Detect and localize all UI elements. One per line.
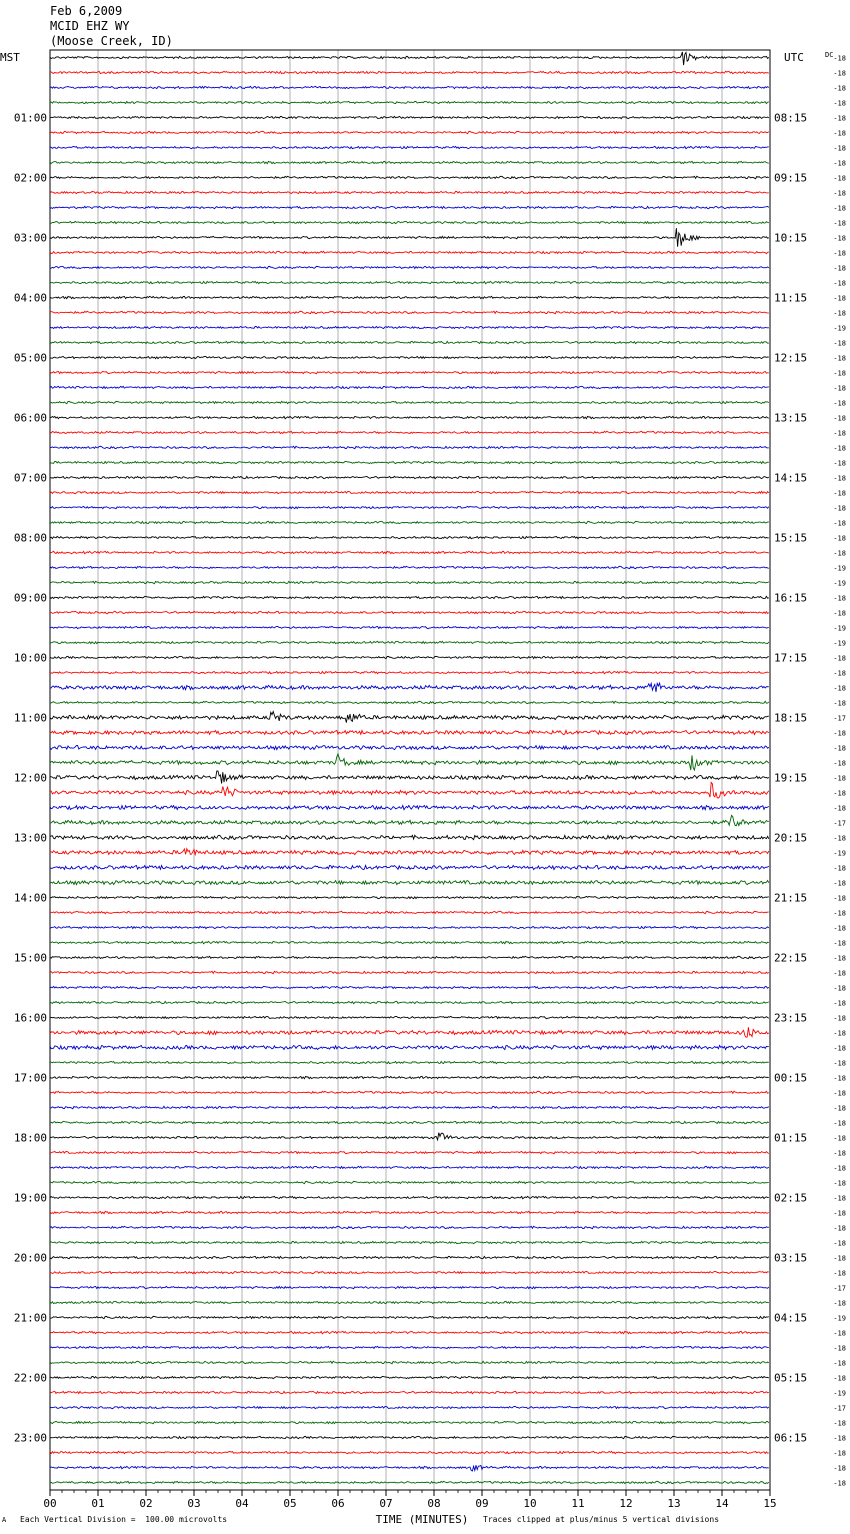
dc-offset-label: -18 [833,1089,846,1098]
dc-offset-label: -19 [833,564,846,573]
dc-offset-label: -18 [833,1479,846,1488]
trace-row-20 [50,356,769,358]
dc-offset-label: -18 [833,399,846,408]
dc-offset-label: -18 [833,129,846,138]
trace-row-2 [50,86,769,88]
trace-row-21 [50,371,769,373]
right-hour-label: 17:15 [774,651,808,665]
trace-row-51 [50,815,769,825]
clip-note: Traces clipped at plus/minus 5 vertical divisions [483,1515,720,1524]
dc-offset-label: -18 [833,1074,846,1083]
right-hour-label: 21:15 [774,891,808,905]
trace-row-6 [50,146,769,148]
trace-row-46 [50,746,769,750]
left-hour-label: 23:00 [13,1431,47,1445]
dc-offset-label: -18 [833,909,846,918]
dc-offset-label: -18 [833,879,846,888]
x-tick-label: 05 [283,1497,297,1510]
dc-offset-label: -18 [833,654,846,663]
dc-offset-label: -18 [833,219,846,228]
trace-row-77 [50,1211,769,1213]
x-tick-label: 02 [139,1497,153,1510]
x-tick-label: 11 [571,1497,585,1510]
trace-row-47 [50,754,769,770]
trace-row-19 [50,341,769,343]
dc-offset-label: -18 [833,669,846,678]
dc-offset-label: -18 [833,189,846,198]
right-hour-label: 16:15 [774,591,808,605]
dc-offset-label: -19 [833,849,846,858]
dc-offset-label: -18 [833,309,846,318]
trace-row-53 [50,849,769,855]
trace-row-11 [50,221,769,223]
dc-offset-label: -18 [833,69,846,78]
left-hour-label: 16:00 [13,1011,47,1025]
dc-offset-label: -18 [833,609,846,618]
trace-row-79 [50,1241,769,1243]
trace-row-68 [50,1076,769,1078]
dc-offset-label: -18 [833,864,846,873]
trace-row-42 [50,683,769,692]
dc-offset-label: -18 [833,294,846,303]
dc-offset-label: -19 [833,624,846,633]
dc-offset-label: -18 [833,804,846,813]
right-hour-label: 14:15 [774,471,808,485]
trace-row-86 [50,1346,769,1348]
trace-row-95 [50,1481,769,1483]
trace-row-35 [50,581,769,583]
right-hour-label: 20:15 [774,831,808,845]
dc-offset-label: -18 [833,1119,846,1128]
dc-offset-label: -18 [833,1329,846,1338]
dc-offset-label: -18 [833,339,846,348]
dc-offset-label: -18 [833,54,846,63]
dc-offset-label: -18 [833,684,846,693]
trace-row-65 [50,1027,769,1037]
dc-offset-label: -18 [833,1044,846,1053]
trace-row-70 [50,1106,769,1108]
trace-row-0 [50,52,769,65]
left-hour-label: 02:00 [13,171,47,185]
record-date: Feb 6,2009 [50,4,123,18]
trace-row-4 [50,116,769,118]
trace-row-75 [50,1181,769,1183]
trace-row-80 [50,1256,769,1258]
dc-offset-label: -18 [833,924,846,933]
right-hour-label: 03:15 [774,1251,808,1265]
dc-offset-label: -18 [833,1104,846,1113]
scale-note: Each Vertical Division = 100.00 microvolts [20,1515,228,1524]
trace-row-61 [50,971,769,973]
dc-offset-label: -17 [833,1284,846,1293]
trace-row-92 [50,1436,769,1438]
x-tick-label: 07 [379,1497,393,1510]
trace-row-5 [50,131,769,133]
dc-offset-label: -18 [833,489,846,498]
dc-offset-label: -18 [833,1464,846,1473]
trace-row-25 [50,431,769,433]
dc-offset-label: -19 [833,324,846,333]
trace-row-71 [50,1121,769,1123]
trace-row-87 [50,1361,769,1363]
footer-marker: A [2,1516,7,1524]
x-tick-label: 06 [331,1497,345,1510]
trace-row-91 [50,1421,769,1423]
right-hour-label: 19:15 [774,771,808,785]
dc-offset-label: -18 [833,249,846,258]
trace-row-30 [50,506,769,508]
trace-row-82 [50,1286,769,1288]
dc-offset-label: -18 [833,444,846,453]
dc-offset-label: -18 [833,1014,846,1023]
trace-row-60 [50,956,769,958]
left-hour-label: 22:00 [13,1371,47,1385]
right-hour-label: 22:15 [774,951,808,965]
dc-offset-label: -18 [833,354,846,363]
left-hour-label: 15:00 [13,951,47,965]
dc-offset-label: -18 [833,1239,846,1248]
trace-row-64 [50,1016,769,1018]
dc-offset-label: -18 [833,279,846,288]
dc-offset-label: -18 [833,1134,846,1143]
trace-row-10 [50,206,769,208]
trace-row-28 [50,476,769,478]
left-hour-label: 12:00 [13,771,47,785]
dc-offset-label: -18 [833,1374,846,1383]
trace-row-93 [50,1451,769,1453]
dc-offset-label: -18 [833,1449,846,1458]
dc-offset-label: -18 [833,1224,846,1233]
dc-offset-label: -18 [833,1269,846,1278]
dc-offset-label: -18 [833,1344,846,1353]
right-hour-label: 12:15 [774,351,808,365]
dc-offset-label: -18 [833,789,846,798]
left-hour-label: 09:00 [13,591,47,605]
x-tick-label: 14 [715,1497,729,1510]
dc-offset-label: -18 [833,939,846,948]
trace-row-55 [50,880,769,884]
dc-offset-label: -18 [833,504,846,513]
dc-offset-label: -18 [833,894,846,903]
trace-row-63 [50,1001,769,1003]
left-hour-label: 11:00 [13,711,47,725]
trace-row-73 [50,1151,769,1153]
dc-offset-label: -18 [833,774,846,783]
left-hour-label: 19:00 [13,1191,47,1205]
trace-row-38 [50,626,769,628]
right-hour-label: 15:15 [774,531,808,545]
right-hour-label: 05:15 [774,1371,808,1385]
dc-offset-label: -18 [833,204,846,213]
trace-row-18 [50,326,769,328]
left-hour-label: 10:00 [13,651,47,665]
dc-offset-label: -18 [833,1179,846,1188]
left-hour-label: 17:00 [13,1071,47,1085]
trace-row-88 [50,1376,769,1378]
trace-row-81 [50,1271,769,1273]
trace-row-44 [50,712,769,723]
trace-row-3 [50,101,769,103]
utc-axis-title: UTC [784,51,804,64]
dc-offset-label: -18 [833,594,846,603]
trace-row-83 [50,1301,769,1303]
dc-offset-label: -17 [833,1404,846,1413]
dc-offset-label: -18 [833,159,846,168]
right-hour-label: 18:15 [774,711,808,725]
station-code: MCID EHZ WY [50,19,130,33]
dc-offset-label: -18 [833,1029,846,1038]
dc-offset-label: -18 [833,459,846,468]
dc-offset-label: -18 [833,414,846,423]
left-hour-label: 13:00 [13,831,47,845]
x-tick-label: 00 [43,1497,57,1510]
dc-offset-label: -18 [833,1164,846,1173]
trace-row-9 [50,191,769,193]
right-hour-label: 09:15 [774,171,808,185]
left-hour-label: 08:00 [13,531,47,545]
trace-row-27 [50,461,769,463]
x-axis-title: TIME (MINUTES) [375,1513,469,1526]
trace-row-72 [50,1133,769,1140]
x-tick-label: 10 [523,1497,537,1510]
dc-offset-label: -19 [833,1314,846,1323]
dc-offset-label: -18 [833,1254,846,1263]
trace-row-74 [50,1166,769,1168]
x-tick-label: 09 [475,1497,489,1510]
dc-offset-label: -18 [833,114,846,123]
trace-row-13 [50,251,769,253]
x-tick-label: 08 [427,1497,441,1510]
trace-row-23 [50,401,769,403]
dc-offset-label: -18 [833,1194,846,1203]
right-hour-label: 04:15 [774,1311,808,1325]
trace-row-67 [50,1061,769,1063]
trace-row-76 [50,1196,769,1198]
x-tick-label: 03 [187,1497,201,1510]
dc-offset-label: -17 [833,819,846,828]
trace-row-26 [50,446,769,448]
plot-frame [50,50,770,1490]
trace-row-43 [50,701,769,703]
dc-offset-label: -18 [833,84,846,93]
trace-row-36 [50,596,769,598]
right-hour-label: 06:15 [774,1431,808,1445]
trace-row-48 [50,771,769,784]
station-location: (Moose Creek, ID) [50,34,173,48]
trace-row-16 [50,296,769,298]
right-hour-label: 02:15 [774,1191,808,1205]
left-hour-label: 18:00 [13,1131,47,1145]
trace-row-32 [50,536,769,538]
dc-offset-label: -18 [833,99,846,108]
trace-row-52 [50,835,769,839]
trace-row-14 [50,266,769,268]
trace-row-90 [50,1406,769,1408]
dc-offset-label: -18 [833,1299,846,1308]
trace-row-29 [50,491,769,493]
x-tick-label: 15 [763,1497,777,1510]
trace-row-84 [50,1316,769,1318]
trace-row-50 [50,805,769,809]
trace-row-78 [50,1226,769,1228]
right-hour-label: 13:15 [774,411,808,425]
trace-row-40 [50,656,769,658]
right-hour-label: 11:15 [774,291,808,305]
dc-label: DC [825,51,834,59]
dc-offset-label: -18 [833,984,846,993]
dc-offset-label: -18 [833,234,846,243]
dc-offset-label: -18 [833,699,846,708]
trace-row-1 [50,71,769,73]
dc-offset-label: -18 [833,1359,846,1368]
left-hour-label: 14:00 [13,891,47,905]
left-hour-label: 04:00 [13,291,47,305]
trace-row-62 [50,986,769,988]
dc-offset-label: -18 [833,1209,846,1218]
left-hour-label: 01:00 [13,111,47,125]
dc-offset-label: -18 [833,429,846,438]
dc-offset-label: -17 [833,714,846,723]
left-hour-label: 07:00 [13,471,47,485]
mst-axis-title: MST [0,51,20,64]
dc-offset-label: -18 [833,744,846,753]
trace-row-57 [50,911,769,913]
dc-offset-label: -18 [833,954,846,963]
trace-row-31 [50,521,769,523]
dc-offset-label: -18 [833,1419,846,1428]
right-hour-label: 00:15 [774,1071,808,1085]
trace-row-39 [50,641,769,643]
trace-row-24 [50,416,769,418]
right-hour-label: 23:15 [774,1011,808,1025]
dc-offset-label: -18 [833,534,846,543]
dc-offset-label: -18 [833,1149,846,1158]
dc-offset-label: -18 [833,1059,846,1068]
dc-offset-label: -18 [833,519,846,528]
dc-offset-label: -18 [833,999,846,1008]
dc-offset-label: -19 [833,1389,846,1398]
trace-row-49 [50,782,769,798]
dc-offset-label: -19 [833,579,846,588]
right-hour-label: 10:15 [774,231,808,245]
dc-offset-label: -18 [833,834,846,843]
trace-row-58 [50,926,769,928]
trace-row-54 [50,865,769,869]
left-hour-label: 05:00 [13,351,47,365]
trace-row-22 [50,386,769,388]
trace-row-34 [50,566,769,568]
dc-offset-label: -18 [833,549,846,558]
dc-offset-label: -18 [833,174,846,183]
trace-row-8 [50,176,769,178]
dc-offset-label: -18 [833,264,846,273]
trace-row-15 [50,281,769,283]
trace-row-56 [50,896,769,898]
dc-offset-label: -18 [833,759,846,768]
x-tick-label: 04 [235,1497,249,1510]
trace-row-41 [50,671,769,673]
trace-row-94 [50,1465,769,1471]
dc-offset-label: -18 [833,1434,846,1443]
x-tick-label: 13 [667,1497,681,1510]
left-hour-label: 21:00 [13,1311,47,1325]
right-hour-label: 01:15 [774,1131,808,1145]
dc-offset-label: -18 [833,729,846,738]
x-tick-label: 12 [619,1497,633,1510]
dc-offset-label: -19 [833,639,846,648]
right-hour-label: 08:15 [774,111,808,125]
dc-offset-label: -18 [833,369,846,378]
trace-row-85 [50,1331,769,1333]
x-tick-label: 01 [91,1497,105,1510]
dc-offset-label: -18 [833,384,846,393]
trace-row-12 [50,228,769,247]
trace-row-7 [50,161,769,163]
trace-row-33 [50,551,769,553]
trace-row-37 [50,611,769,613]
trace-row-69 [50,1091,769,1093]
left-hour-label: 20:00 [13,1251,47,1265]
left-hour-label: 06:00 [13,411,47,425]
dc-offset-label: -18 [833,474,846,483]
dc-offset-label: -18 [833,144,846,153]
trace-row-66 [50,1045,769,1049]
trace-row-45 [50,730,769,734]
trace-row-17 [50,311,769,313]
dc-offset-label: -18 [833,969,846,978]
trace-row-59 [50,941,769,943]
trace-row-89 [50,1391,769,1393]
left-hour-label: 03:00 [13,231,47,245]
